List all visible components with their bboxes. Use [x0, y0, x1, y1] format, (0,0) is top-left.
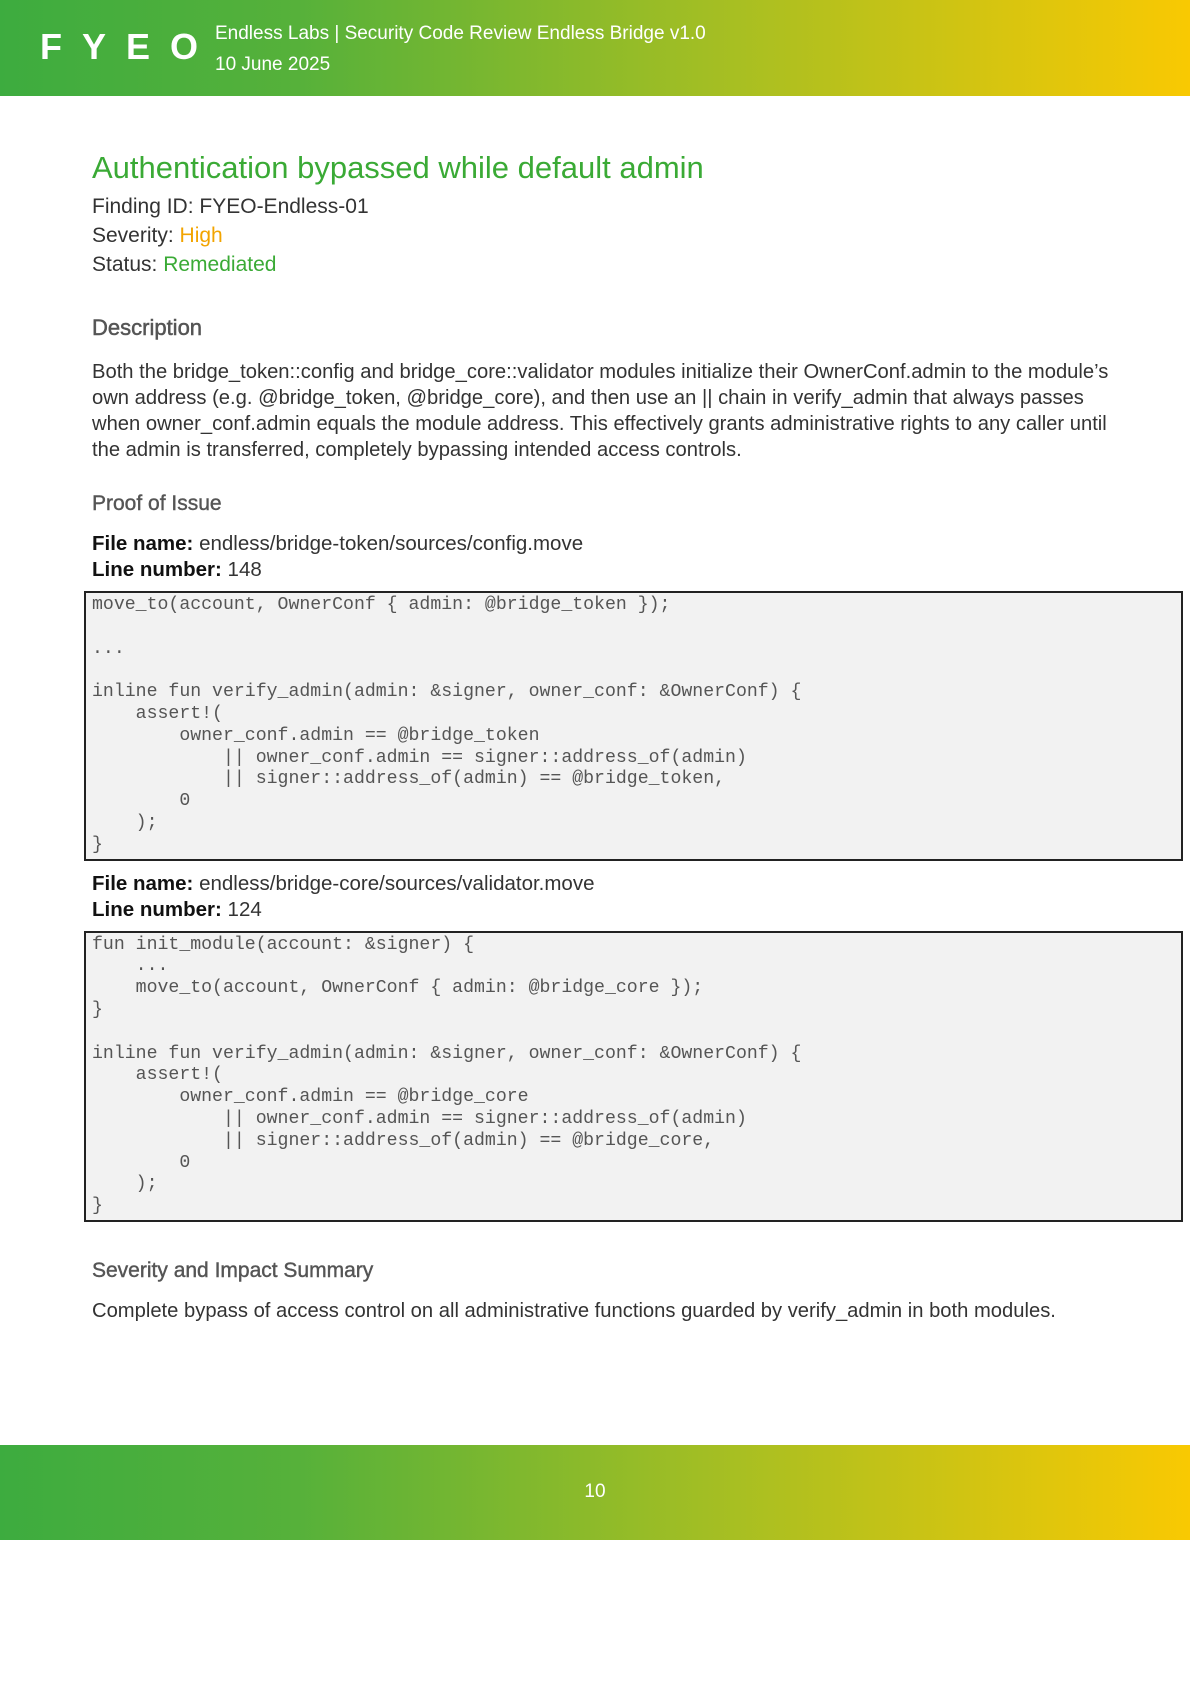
snippet-1-line-line [92, 557, 1112, 583]
snippet-2-line-line [92, 897, 1112, 923]
finding-id-line [92, 192, 1112, 221]
description-heading: Description [92, 315, 203, 340]
finding-title: Authentication bypassed while default admin [92, 150, 704, 185]
fyeo-logo: FYEO [40, 26, 219, 67]
page-footer [0, 1445, 1190, 1540]
snippet-2-file: endless/bridge-core/sources/validator.move [199, 871, 595, 895]
page-header [0, 0, 1190, 96]
file-name-label: File name: [92, 532, 194, 555]
code-block-2 [84, 931, 1183, 1222]
code-block-1 [84, 591, 1183, 861]
page-content [92, 146, 1112, 1324]
document-title: Endless Labs | Security Code Review Endless Bridge v1.0 [215, 23, 706, 44]
snippet-2-line: 124 [227, 897, 262, 921]
finding-id-label: Finding ID: [92, 195, 200, 218]
page-number: 10 [584, 1481, 606, 1502]
summary-text: Complete bypass of access control on all administrative functions guarded by verify_admin in both modules. [92, 1299, 1056, 1322]
code-snippet-2: fun init_module(account: &signer) { ... move_to(account, OwnerConf { admin: @bridge_core }); } inline fun verify_admin(admin: &signer, owner_conf: &OwnerConf) { assert!( owner_conf.admin == @bridge_core || owner_conf.admin == signer::address_of(admin) || signer::address_of(admin) == @bridge_core, 0 ); } [92, 934, 802, 1217]
document-date: 10 June 2025 [215, 54, 331, 75]
snippet-2-file-line [92, 871, 1112, 897]
line-number-label: Line number: [92, 897, 222, 921]
proof-heading: Proof of Issue [92, 492, 222, 515]
severity-value: High [179, 224, 223, 247]
severity-line [92, 221, 1112, 250]
description-text: Both the bridge_token::config and bridge_core::validator modules initialize their OwnerConf.admin to the module’s own address (e.g. @bridge_token, @bridge_core), and then use an || chain in verify_admin that always passes when owner_conf.admin equals the module address. This effectively grants administrative rights to any caller until the admin is transferred, completely bypassing intended access controls. [92, 361, 1109, 461]
summary-heading: Severity and Impact Summary [92, 1258, 374, 1282]
status-label: Status: [92, 253, 164, 276]
file-name-label: File name: [92, 871, 194, 895]
line-number-label: Line number: [92, 558, 222, 581]
severity-label: Severity: [92, 224, 180, 247]
finding-id-value: FYEO-Endless-01 [199, 195, 369, 218]
snippet-1-line: 148 [227, 558, 262, 581]
snippet-1-file: endless/bridge-token/sources/config.move [199, 532, 584, 555]
status-line [92, 250, 1112, 279]
snippet-1-file-line [92, 531, 1112, 557]
code-snippet-1: move_to(account, OwnerConf { admin: @bridge_token }); ... inline fun verify_admin(admin: &signer, owner_conf: &OwnerConf) { assert!( owner_conf.admin == @bridge_token || owner_conf.admin == signer::address_of(admin) || signer::address_of(admin) == @bridge_token, 0 ); } [92, 595, 802, 855]
status-value: Remediated [163, 253, 277, 276]
